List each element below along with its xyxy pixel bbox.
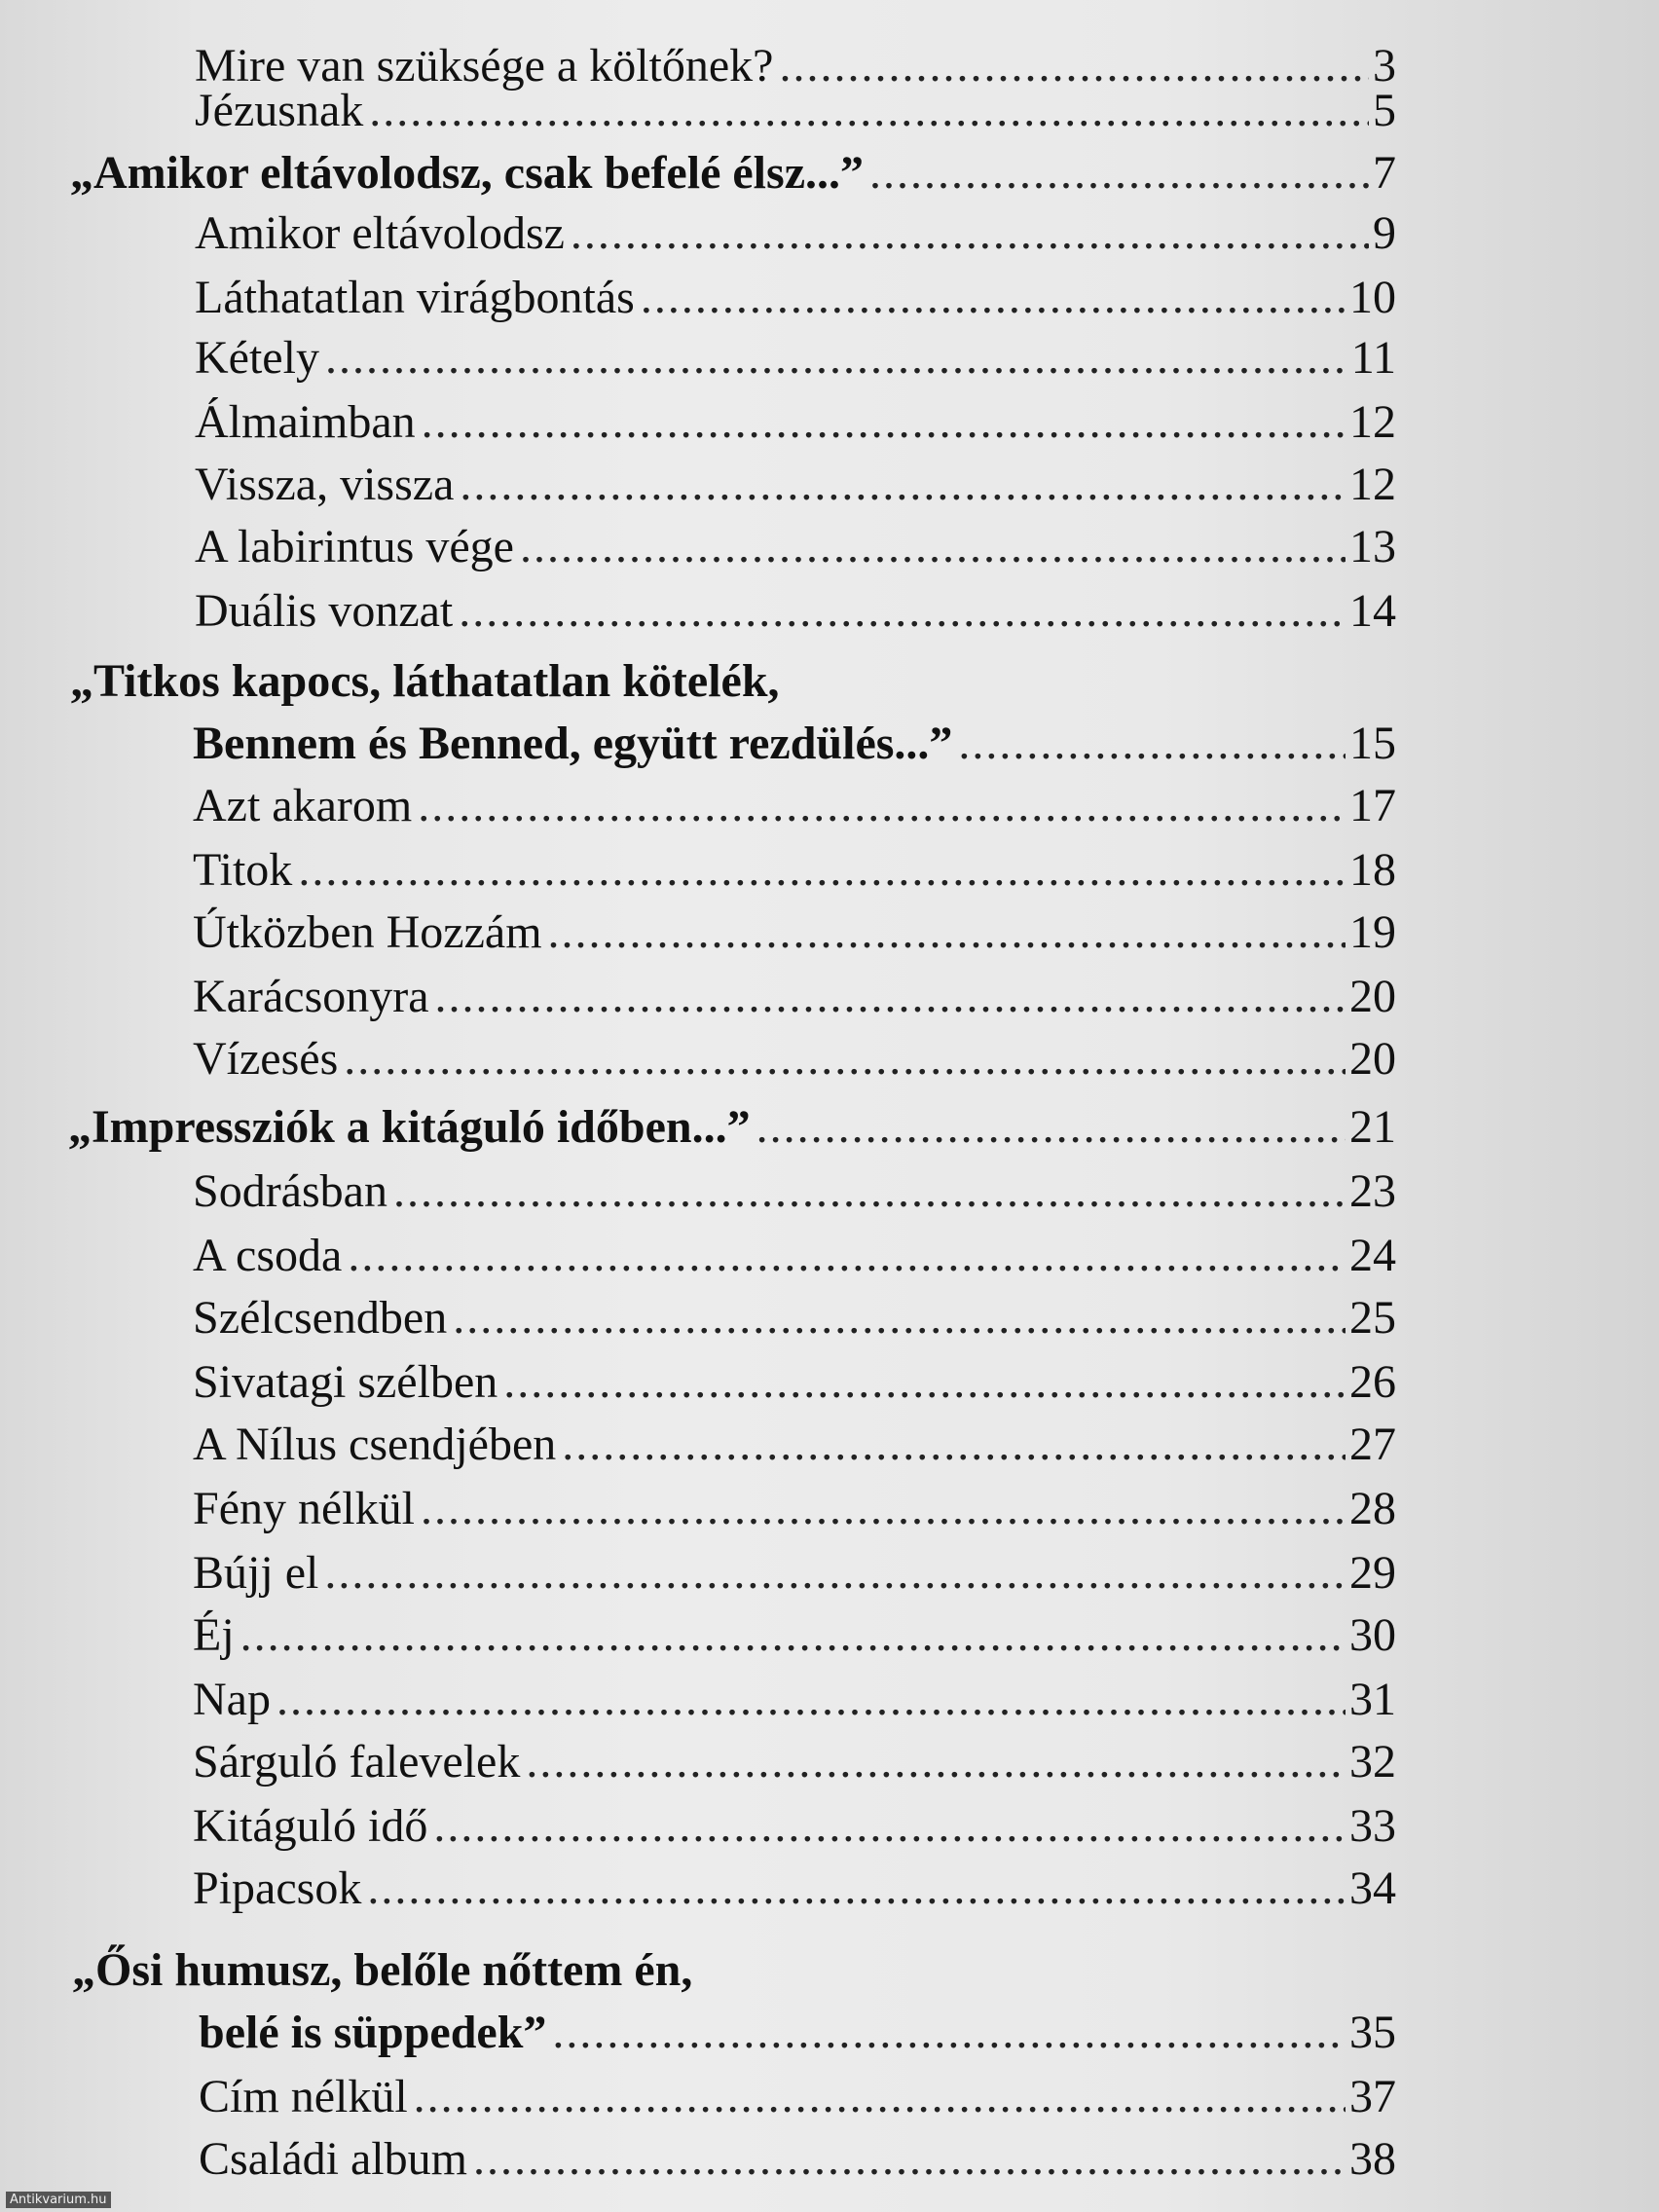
dot-leader [433, 1799, 1346, 1854]
toc-entry [193, 1673, 1396, 1727]
entry-page-number: 14 [1349, 585, 1396, 637]
toc-entry [195, 520, 1396, 574]
dot-leader [393, 1164, 1346, 1219]
entry-page-number: 15 [1349, 718, 1396, 769]
site-watermark: Antikvarium.hu [6, 2192, 111, 2208]
toc-entry [193, 1735, 1396, 1789]
dot-leader [460, 458, 1346, 512]
entry-title: Duális vonzat [195, 585, 454, 637]
dot-leader [548, 905, 1346, 960]
entry-title: Sivatagi szélben [193, 1356, 498, 1408]
section-title: „Amikor eltávolodsz, csak befelé élsz...” [70, 147, 864, 199]
section-title: „Impressziók a kitáguló időben...” [68, 1101, 751, 1153]
entry-page-number: 11 [1350, 332, 1396, 384]
dot-leader [473, 2132, 1346, 2187]
entry-page-number: 21 [1349, 1101, 1396, 1153]
entry-page-number: 12 [1349, 396, 1396, 448]
section-title-line: „Ősi humusz, belőle nőttem én, [72, 1944, 693, 1996]
entry-title: Bújj el [193, 1547, 319, 1599]
entry-title: A Nílus csendjében [193, 1419, 557, 1470]
entry-page-number: 13 [1349, 521, 1396, 572]
entry-page-number: 35 [1349, 2007, 1396, 2058]
entry-page-number: 31 [1349, 1674, 1396, 1725]
toc-entry [193, 1229, 1396, 1283]
dot-leader [369, 84, 1369, 138]
dot-leader [348, 1229, 1346, 1283]
entry-page-number: 25 [1349, 1292, 1396, 1344]
dot-leader [324, 1546, 1346, 1601]
toc-entry [195, 331, 1396, 386]
entry-page-number: 23 [1349, 1165, 1396, 1217]
dot-leader [459, 584, 1346, 639]
dot-leader [641, 271, 1346, 325]
dot-leader [421, 1482, 1346, 1536]
toc-entry [193, 970, 1396, 1024]
toc-entry [193, 779, 1396, 833]
entry-page-number: 33 [1349, 1800, 1396, 1852]
toc-entry [195, 206, 1396, 261]
toc-entry [193, 1482, 1396, 1536]
dot-leader [367, 1862, 1346, 1916]
entry-title: Mire van szüksége a költőnek? [195, 40, 774, 92]
toc-entry [193, 905, 1396, 960]
entry-title: Sodrásban [193, 1165, 387, 1217]
dot-leader [435, 970, 1346, 1024]
entry-title: Álmaimban [195, 396, 416, 448]
entry-title: Láthatatlan virágbontás [195, 272, 635, 323]
toc-entry [193, 843, 1396, 898]
entry-page-number: 29 [1349, 1547, 1396, 1599]
entry-title: Vízesés [193, 1033, 339, 1085]
toc-entry [199, 2070, 1396, 2124]
entry-title: Titok [193, 844, 293, 896]
dot-leader [552, 2006, 1346, 2060]
toc-section [70, 146, 1396, 201]
entry-page-number: 3 [1373, 40, 1396, 92]
entry-title: Jézusnak [195, 85, 364, 136]
entry-title: Azt akarom [193, 780, 413, 831]
entry-title: A labirintus vége [195, 521, 514, 572]
entry-title: Fény nélkül [193, 1483, 415, 1534]
entry-page-number: 7 [1373, 147, 1396, 199]
entry-title: Családi album [199, 2133, 467, 2185]
toc-section [193, 717, 1396, 771]
section-title: belé is süppedek” [199, 2007, 547, 2058]
entry-page-number: 18 [1349, 844, 1396, 896]
toc-entry [195, 84, 1396, 138]
entry-title: Karácsonyra [193, 971, 429, 1022]
entry-title: Kitáguló idő [193, 1800, 428, 1852]
entry-title: Szélcsendben [193, 1292, 448, 1344]
toc-entry [193, 1862, 1396, 1916]
entry-page-number: 20 [1349, 1033, 1396, 1085]
dot-leader [298, 843, 1346, 898]
entry-page-number: 26 [1349, 1356, 1396, 1408]
entry-page-number: 28 [1349, 1483, 1396, 1534]
section-title: Bennem és Benned, együtt rezdülés...” [193, 718, 953, 769]
toc-entry [193, 1546, 1396, 1601]
dot-leader [344, 1032, 1346, 1087]
dot-leader [418, 779, 1346, 833]
section-title-line: „Titkos kapocs, láthatatlan kötelék, [70, 655, 780, 707]
entry-page-number: 32 [1349, 1736, 1396, 1788]
entry-page-number: 27 [1349, 1419, 1396, 1470]
toc-entry [193, 1799, 1396, 1854]
dot-leader [453, 1291, 1346, 1346]
entry-title: Amikor eltávolodsz [195, 207, 565, 259]
entry-page-number: 19 [1349, 906, 1396, 958]
entry-page-number: 12 [1349, 459, 1396, 510]
toc-entry [193, 1164, 1396, 1219]
dot-leader [869, 146, 1369, 201]
dot-leader [503, 1355, 1346, 1410]
entry-title: A csoda [193, 1230, 343, 1281]
entry-title: Cím nélkül [199, 2071, 408, 2122]
entry-title: Pipacsok [193, 1862, 362, 1914]
toc-entry [199, 2132, 1396, 2187]
dot-leader [958, 717, 1346, 771]
dot-leader [276, 1673, 1346, 1727]
toc-entry [195, 271, 1396, 325]
toc-section [68, 1100, 1396, 1155]
dot-leader [414, 2070, 1346, 2124]
dot-leader [562, 1418, 1346, 1472]
toc-entry [193, 1418, 1396, 1472]
entry-page-number: 5 [1373, 85, 1396, 136]
toc-entry [195, 458, 1396, 512]
toc-entry [193, 1291, 1396, 1346]
dot-leader [520, 520, 1346, 574]
entry-title: Vissza, vissza [195, 459, 455, 510]
toc-entry [193, 1608, 1396, 1663]
toc-entry [193, 1032, 1396, 1087]
dot-leader [422, 395, 1346, 450]
entry-page-number: 20 [1349, 971, 1396, 1022]
toc-entry [193, 1355, 1396, 1410]
entry-title: Sárguló falevelek [193, 1736, 521, 1788]
entry-page-number: 30 [1349, 1609, 1396, 1661]
entry-page-number: 9 [1373, 207, 1396, 259]
toc-entry [195, 584, 1396, 639]
entry-title: Kétely [195, 332, 319, 384]
entry-title: Nap [193, 1674, 271, 1725]
entry-page-number: 10 [1349, 272, 1396, 323]
toc-section [199, 2006, 1396, 2060]
dot-leader [571, 206, 1369, 261]
toc-entry [195, 395, 1396, 450]
entry-page-number: 17 [1349, 780, 1396, 831]
dot-leader [240, 1608, 1346, 1663]
entry-page-number: 38 [1349, 2133, 1396, 2185]
entry-page-number: 34 [1349, 1862, 1396, 1914]
entry-page-number: 37 [1349, 2071, 1396, 2122]
dot-leader [526, 1735, 1346, 1789]
entry-page-number: 24 [1349, 1230, 1396, 1281]
entry-title: Éj [193, 1609, 235, 1661]
entry-title: Útközben Hozzám [193, 906, 542, 958]
dot-leader [325, 331, 1347, 386]
dot-leader [756, 1100, 1346, 1155]
